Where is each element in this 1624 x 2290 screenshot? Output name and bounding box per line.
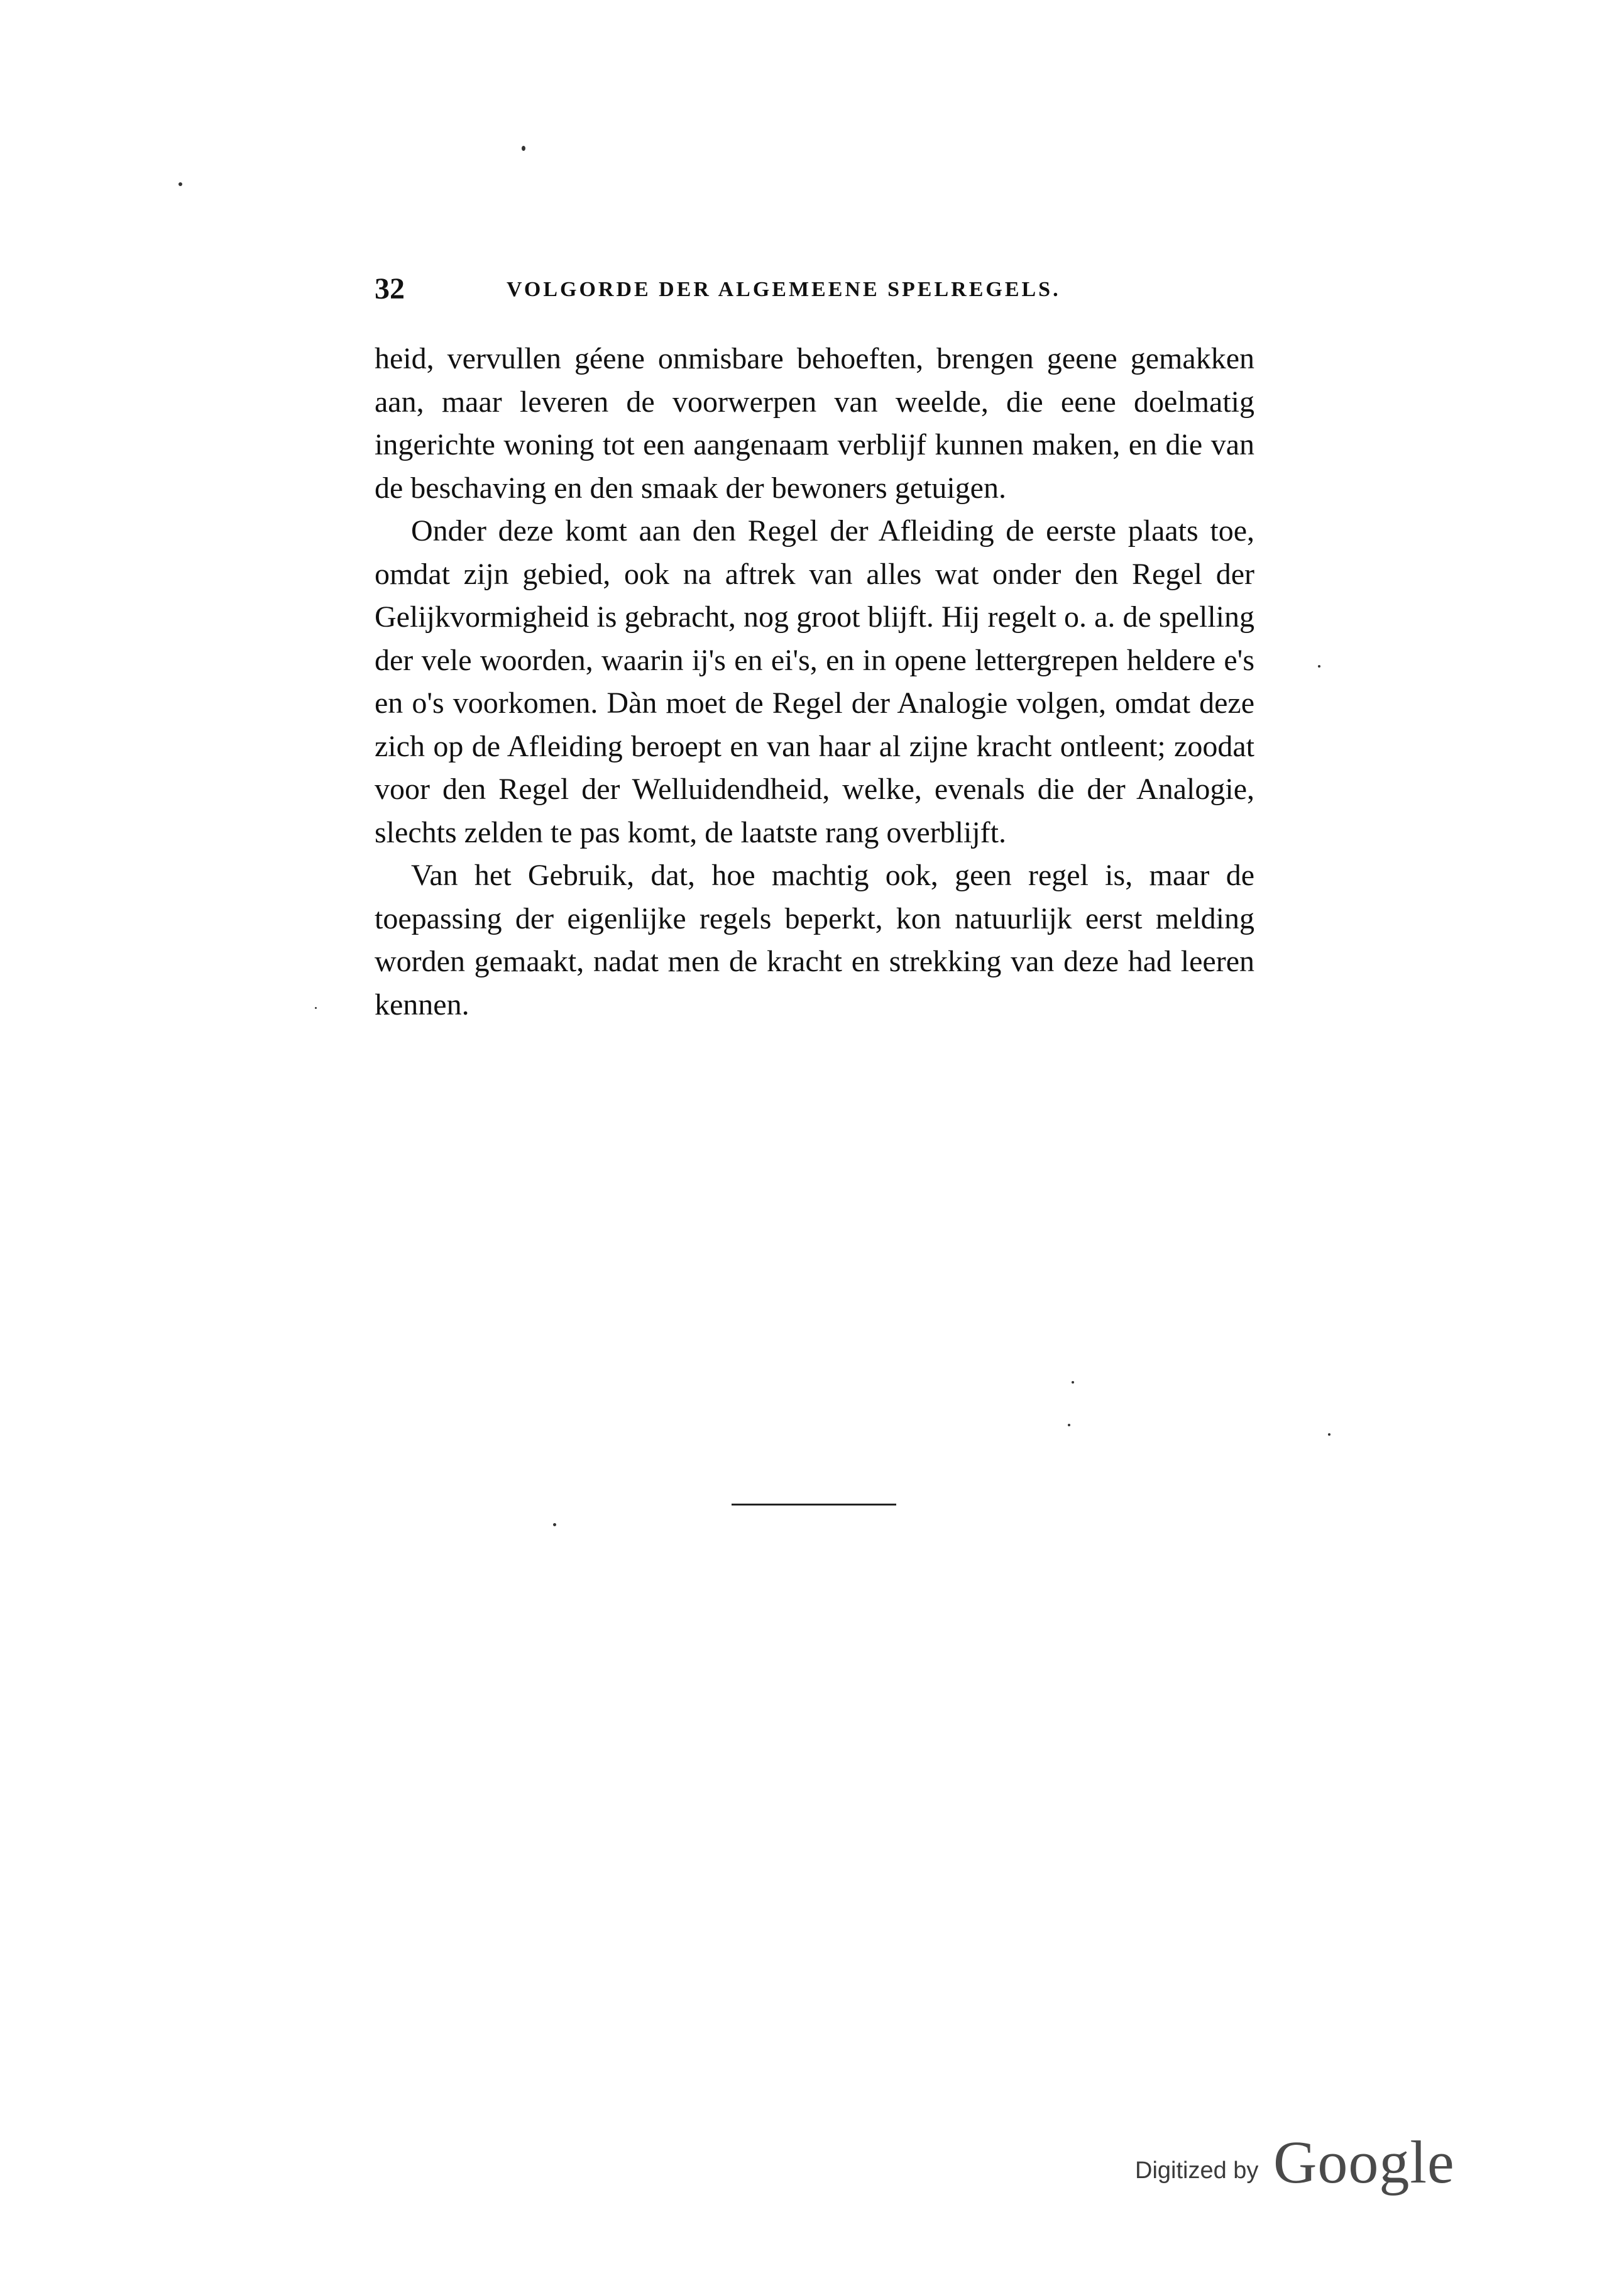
digitized-watermark [1135,2127,1487,2203]
scan-speck [522,146,525,151]
scan-speck [178,182,182,186]
page-number: 32 [375,272,405,306]
paragraph: Van het Gebruik, dat, hoe machtig ook, geen regel is, maar de toepassing der eigenlijke regels beperkt, kon natuurlijk eerst melding worden gemaakt, nadat men de kracht en strekking van deze had leeren kennen. [375,859,1254,1021]
scan-speck [553,1523,556,1526]
google-logo: Google [1273,2128,1455,2196]
scan-speck [1328,1433,1330,1436]
paragraph: Onder deze komt aan den Regel der Afleiding de eerste plaats toe, omdat zijn gebied, ook na aftrek van alles wat onder den Regel der Gelijkvormigheid is gebracht, nog groot blijft. Hij regelt o. a. de spelling der vele woorden, waarin ij's en ei's, en in opene lettergrepen heldere e's en o's voorkomen. Dàn moet de Regel der Analogie volgen, omdat deze zich op de Afleiding beroept en van haar al zijne kracht ontleent; zoodat voor den Regel der Welluidendheid, welke, evenals die der Analogie, slechts zelden te pas komt, de laatste rang overblijft. [375,514,1254,849]
running-head [375,267,1254,311]
body-text [375,338,1254,1027]
digitized-label: Digitized by [1135,2157,1259,2184]
scan-speck [1318,665,1320,668]
scan-speck [1068,1424,1070,1426]
scan-speck [1072,1381,1074,1384]
paragraph-continued: heid, vervullen géene onmisbare behoeften, brengen geene gemakken aan, maar leveren de voorwerpen van weelde, die eene doelmatig ingerichte woning tot een aangenaam verblijf kunnen maken, en die van de beschaving en den smaak der bewoners getuigen. [375,342,1254,505]
section-end-rule [732,1504,896,1506]
running-title: VOLGORDE DER ALGEMEENE SPELREGELS. [507,278,1061,301]
scan-speck [315,1007,317,1009]
